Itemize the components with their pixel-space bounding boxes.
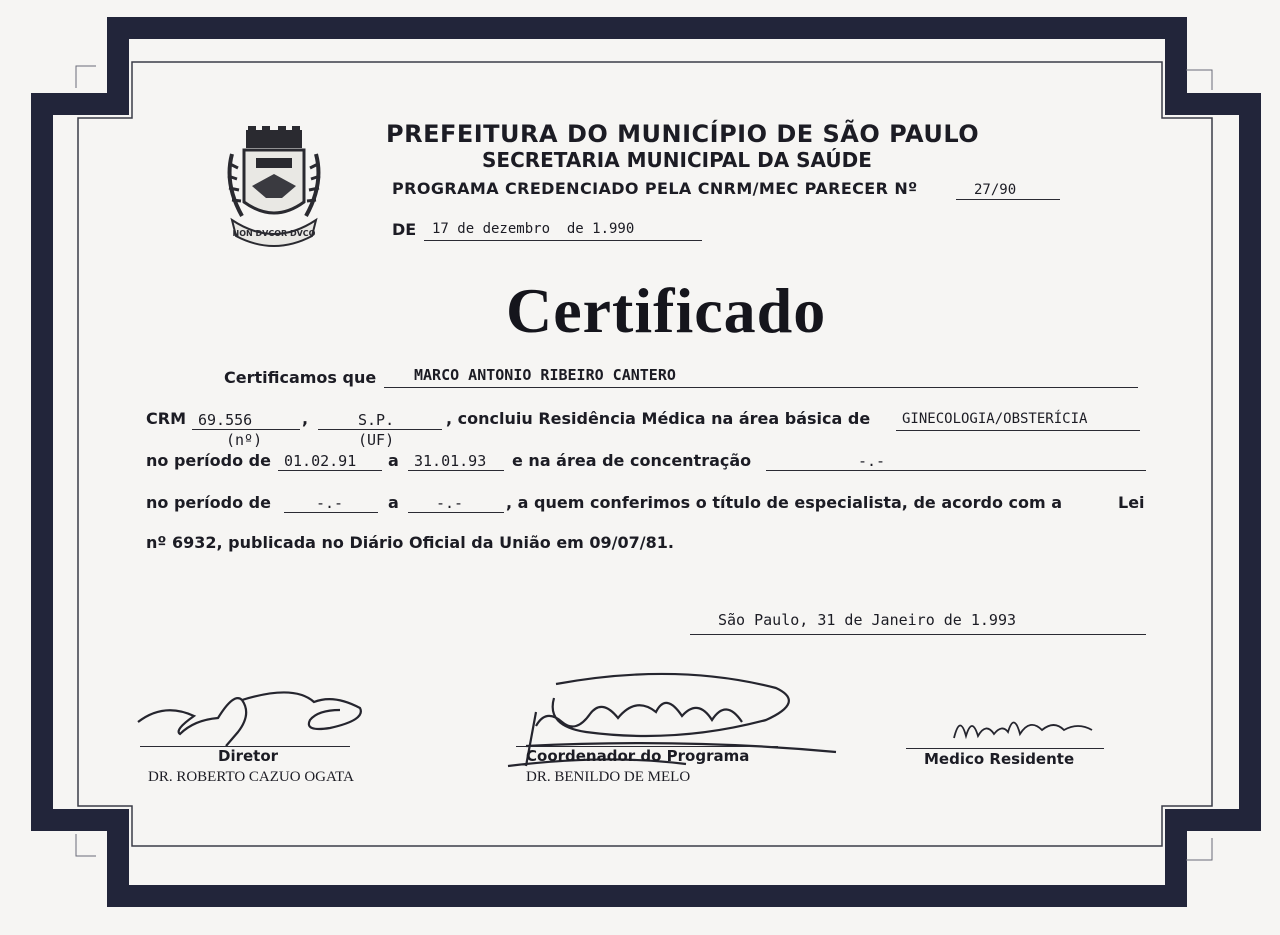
residency-area: GINECOLOGIA/OBSTERÍCIA bbox=[902, 411, 1088, 427]
resident-line bbox=[906, 748, 1104, 749]
coordinator-name: DR. BENILDO DE MELO bbox=[526, 769, 691, 785]
header-date-prefix: DE bbox=[392, 220, 417, 239]
period2-end: -.- bbox=[436, 494, 464, 512]
concentration-underline bbox=[766, 470, 1146, 471]
period2-end-underline bbox=[408, 512, 504, 513]
date-underline bbox=[424, 240, 702, 241]
resident-role: Medico Residente bbox=[924, 750, 1075, 768]
period-end-underline bbox=[408, 470, 504, 471]
concentration-value: -.- bbox=[858, 452, 886, 470]
concluded-text: , concluiu Residência Médica na área básica de bbox=[446, 409, 871, 428]
period2-a: a bbox=[388, 493, 399, 512]
place-date: São Paulo, 31 de Janeiro de 1.993 bbox=[718, 611, 1017, 629]
recipient-underline bbox=[384, 387, 1138, 388]
crm-comma: , bbox=[302, 409, 309, 428]
city-coat-of-arms-icon bbox=[222, 124, 326, 254]
uf-underline bbox=[318, 429, 442, 430]
period2-start: -.- bbox=[316, 494, 344, 512]
header-secretariat: SECRETARIA MUNICIPAL DA SAÚDE bbox=[482, 148, 872, 172]
certify-label: Certificamos que bbox=[224, 368, 377, 387]
concentration-text: e na área de concentração bbox=[512, 451, 752, 470]
period2-start-underline bbox=[284, 512, 378, 513]
lei-label: Lei bbox=[1118, 493, 1145, 512]
recipient-name: MARCO ANTONIO RIBEIRO CANTERO bbox=[414, 366, 676, 384]
director-role: Diretor bbox=[218, 747, 279, 765]
period-end: 31.01.93 bbox=[414, 452, 487, 470]
director-name: DR. ROBERTO CAZUO OGATA bbox=[148, 769, 354, 785]
coordinator-role: Coordenador do Programa bbox=[526, 747, 750, 765]
period-start: 01.02.91 bbox=[284, 452, 357, 470]
certificate-title: Certificado bbox=[506, 275, 827, 346]
area-underline bbox=[896, 430, 1140, 431]
header-municipality: PREFEITURA DO MUNICÍPIO DE SÃO PAULO bbox=[386, 120, 980, 148]
crm-label: CRM bbox=[146, 409, 186, 428]
period-start-underline bbox=[278, 470, 382, 471]
period-a: a bbox=[388, 451, 399, 470]
lei-text: nº 6932, publicada no Diário Oficial da União em 09/07/81. bbox=[146, 533, 674, 552]
emblem-motto: NON DVCOR DVCO bbox=[232, 229, 316, 238]
uf-sublabel: (UF) bbox=[358, 431, 395, 449]
crm-number: 69.556 bbox=[198, 411, 253, 429]
header-date-value: 17 de dezembro de 1.990 bbox=[432, 221, 635, 237]
crm-sublabel: (nº) bbox=[226, 431, 263, 449]
crm-underline bbox=[192, 429, 300, 430]
uf-value: S.P. bbox=[358, 411, 395, 429]
period-label: no período de bbox=[146, 451, 271, 470]
header-parecer-number: 27/90 bbox=[974, 182, 1017, 198]
director-signature bbox=[134, 680, 374, 750]
period2-label: no período de bbox=[146, 493, 271, 512]
place-date-underline bbox=[690, 634, 1146, 635]
conferimos-text: , a quem conferimos o título de especialista, de acordo com a bbox=[506, 493, 1063, 512]
parecer-underline bbox=[956, 199, 1060, 200]
resident-signature bbox=[950, 708, 1100, 748]
header-program-label: PROGRAMA CREDENCIADO PELA CNRM/MEC PARECER Nº bbox=[392, 179, 918, 198]
